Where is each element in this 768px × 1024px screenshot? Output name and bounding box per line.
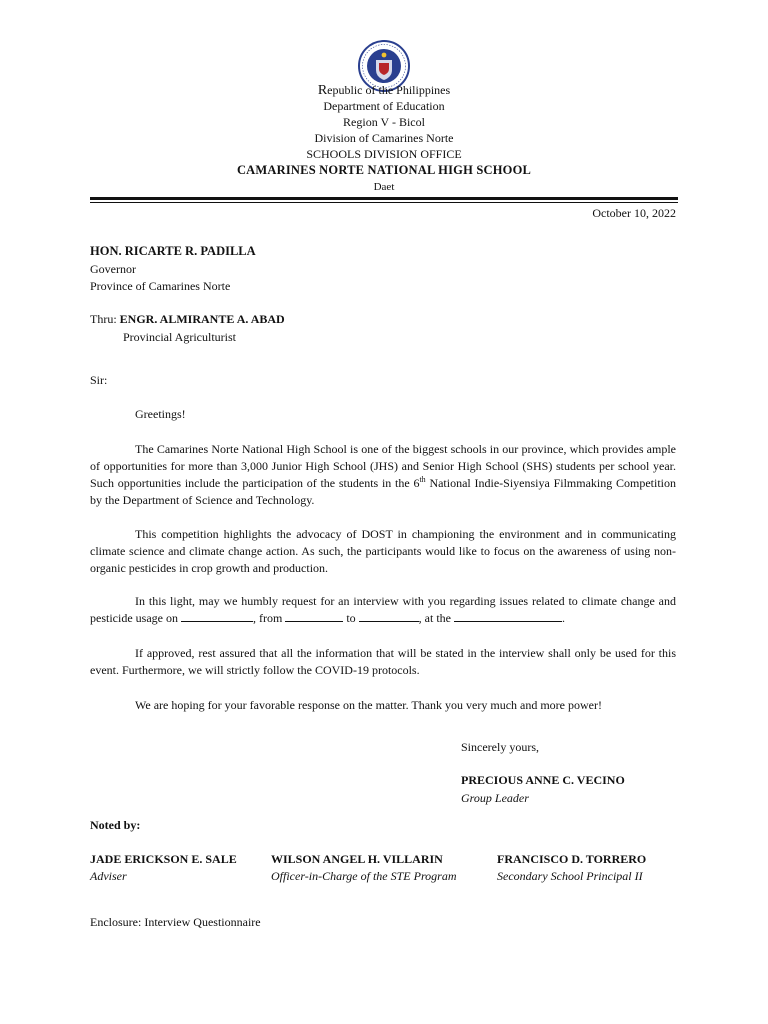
- enclosure-note: Enclosure: Interview Questionnaire: [90, 915, 261, 929]
- ordinal-suffix: th: [419, 475, 426, 484]
- signer-name: PRECIOUS ANNE C. VECINO: [461, 773, 625, 787]
- header-division: Division of Camarines Norte: [314, 131, 454, 145]
- thru-name: ENGR. ALMIRANTE A. ABAD: [119, 312, 285, 326]
- signer-title: Group Leader: [461, 791, 529, 805]
- header-republic: [0, 82, 768, 99]
- paragraph-intro-text-a: The Camarines Norte National High School is one of the biggest schools in our province, which provides ample of opportunities for more than 3,000 Junior High School (JHS) and Senior High School (SHS) students per school year. Such opportunities include the participation of the students in the 6: [90, 442, 676, 490]
- paragraph-intro-text-b: National Indie-Siyensiya Filmmaking Competition by the Department of Science and Technology.: [90, 476, 676, 507]
- noted-principal-title: Secondary School Principal II: [497, 869, 643, 883]
- request-text-b: , from: [252, 611, 286, 625]
- salutation: Sir:: [90, 373, 108, 387]
- noted-by-label: Noted by:: [90, 818, 141, 832]
- header-town: Daet: [373, 181, 395, 193]
- noted-oic-name: WILSON ANGEL H. VILLARIN: [271, 852, 443, 866]
- paragraph-intro: [90, 441, 676, 509]
- paragraph-closing: We are hoping for your favorable response on the matter. Thank you very much and more power!: [135, 698, 602, 712]
- noted-adviser-title: Adviser: [90, 869, 127, 883]
- letter-date: October 10, 2022: [592, 206, 676, 220]
- request-text-e: .: [561, 611, 565, 625]
- paragraph-assurance: If approved, rest assured that all the information that will be stated in the interview shall only be used for this event. Furthermore, we will strictly follow the COVID-19 protocols.: [90, 646, 676, 677]
- request-text-c: to: [343, 611, 359, 625]
- noted-principal-name: FRANCISCO D. TORRERO: [497, 852, 647, 866]
- venue-blank: [454, 610, 562, 622]
- header-republic-initial: R: [317, 83, 328, 98]
- recipient-org: Province of Camarines Norte: [90, 279, 231, 293]
- paragraph-competition: This competition highlights the advocacy of DOST in championing the environment and in communicating climate science and climate change action. As such, the participants would like to focus on the awareness of using non-organic pesticides in crop growth and production.: [90, 527, 676, 575]
- request-text-d: , at the: [418, 611, 454, 625]
- paragraph-request: [90, 593, 676, 627]
- time-from-blank: [285, 610, 343, 622]
- header-region: Region V - Bicol: [343, 115, 425, 129]
- recipient-name: HON. RICARTE R. PADILLA: [90, 244, 256, 258]
- time-to-blank: [359, 610, 419, 622]
- closing-phrase: Sincerely yours,: [461, 740, 539, 754]
- recipient-title: Governor: [90, 262, 136, 276]
- request-text-a: In this light, may we humbly request for an interview with you regarding issues related to climate change and pesticide usage on: [90, 594, 676, 625]
- noted-adviser-name: JADE ERICKSON E. SALE: [90, 852, 237, 866]
- header-rule-thick: [90, 197, 678, 200]
- noted-oic-title: Officer-in-Charge of the STE Program: [271, 869, 457, 883]
- header-rule-thin: [90, 202, 678, 203]
- thru-line: [90, 311, 285, 328]
- greeting: Greetings!: [135, 407, 186, 421]
- thru-title: Provincial Agriculturist: [123, 330, 236, 344]
- header-department: Department of Education: [323, 99, 445, 113]
- thru-label: Thru:: [90, 312, 117, 326]
- date-blank: [181, 610, 253, 622]
- header-school-name: CAMARINES NORTE NATIONAL HIGH SCHOOL: [236, 163, 532, 177]
- header-republic-rest: epublic of the Philippines: [327, 83, 451, 97]
- header-office: SCHOOLS DIVISION OFFICE: [306, 147, 462, 161]
